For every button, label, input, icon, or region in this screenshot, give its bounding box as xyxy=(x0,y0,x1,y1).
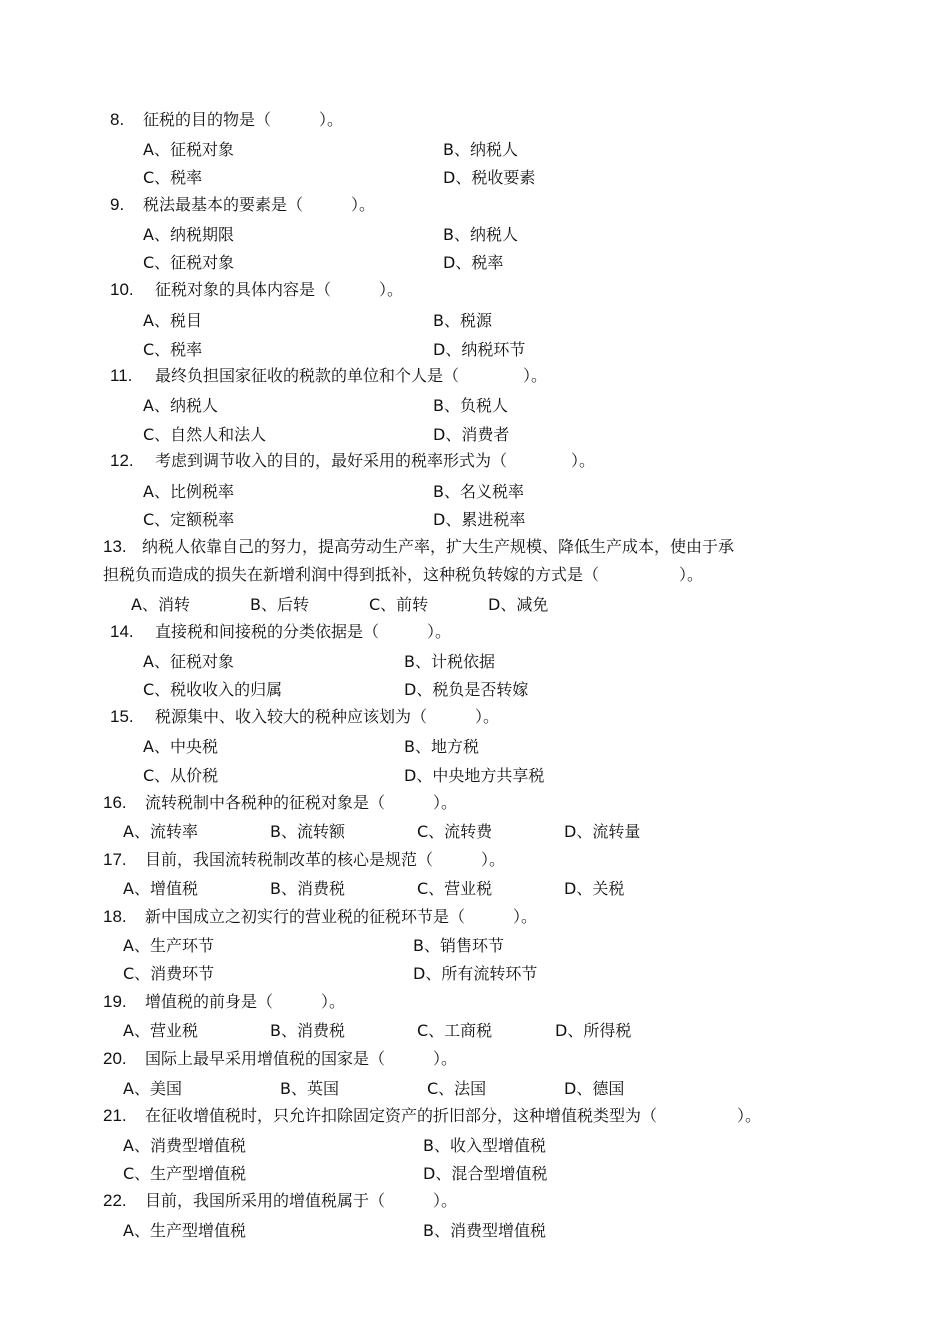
question-number: 21. xyxy=(103,1106,127,1125)
option-a: A、比例税率 xyxy=(143,482,234,501)
option-c: C、自然人和法人 xyxy=(143,425,267,444)
option-a: A、中央税 xyxy=(143,737,218,756)
question-stem: 纳税人依靠自己的努力，提高劳动生产率，扩大生产规模、降低生产成本，使由于承 xyxy=(142,537,735,556)
option-b: B、纳税人 xyxy=(443,140,518,159)
question-number: 15. xyxy=(110,707,134,726)
option-d: D、所得税 xyxy=(555,1021,632,1040)
option-c: C、消费环节 xyxy=(123,964,215,983)
option-b: B、税源 xyxy=(433,311,492,330)
option-a: A、生产型增值税 xyxy=(123,1221,246,1240)
question-stem: 征税的目的物是（ ）。 xyxy=(143,110,344,129)
option-c: C、税率 xyxy=(143,168,203,187)
option-b: B、地方税 xyxy=(404,737,479,756)
question-number: 10. xyxy=(110,280,134,299)
option-d: D、税收要素 xyxy=(443,168,536,187)
option-b: B、纳税人 xyxy=(443,225,518,244)
question-number: 12. xyxy=(110,451,134,470)
option-d: D、消费者 xyxy=(433,425,510,444)
option-d: D、税负是否转嫁 xyxy=(404,680,529,699)
question-number: 14. xyxy=(110,622,134,641)
option-c: C、流转费 xyxy=(417,822,493,841)
option-b: B、收入型增值税 xyxy=(423,1136,546,1155)
question-number: 17. xyxy=(103,850,127,869)
question-number: 20. xyxy=(103,1049,127,1068)
question-stem: 最终负担国家征收的税款的单位和个人是（ ）。 xyxy=(155,366,548,385)
question-number: 9. xyxy=(110,195,125,214)
option-a: A、征税对象 xyxy=(143,140,234,159)
option-d: D、税率 xyxy=(443,253,504,272)
option-d: D、减免 xyxy=(488,595,549,614)
option-d: D、纳税环节 xyxy=(433,340,526,359)
option-b: B、消费税 xyxy=(270,879,345,898)
option-a: A、消转 xyxy=(131,595,190,614)
option-d: D、混合型增值税 xyxy=(423,1164,548,1183)
option-c: C、从价税 xyxy=(143,766,219,785)
option-b: B、计税依据 xyxy=(404,652,495,671)
option-b: B、负税人 xyxy=(433,396,508,415)
question-number: 18. xyxy=(103,907,127,926)
option-a: A、纳税期限 xyxy=(143,225,234,244)
question-number: 8. xyxy=(110,110,125,129)
option-c: C、税率 xyxy=(143,340,203,359)
option-b: B、英国 xyxy=(280,1079,339,1098)
option-b: B、消费税 xyxy=(270,1021,345,1040)
option-b: B、名义税率 xyxy=(433,482,524,501)
option-d: D、累进税率 xyxy=(433,510,526,529)
question-number: 22. xyxy=(103,1191,127,1210)
option-c: C、前转 xyxy=(369,595,429,614)
question-stem: 流转税制中各税种的征税对象是（ ）。 xyxy=(145,793,458,812)
question-stem: 在征收增值税时，只允许扣除固定资产的折旧部分，这种增值税类型为（ ）。 xyxy=(145,1106,762,1125)
question-stem: 目前，我国所采用的增值税属于（ ）。 xyxy=(145,1191,458,1210)
option-d: D、所有流转环节 xyxy=(413,964,538,983)
question-stem: 税法最基本的要素是（ ）。 xyxy=(143,195,376,214)
option-a: A、征税对象 xyxy=(143,652,234,671)
question-stem: 目前，我国流转税制改革的核心是规范（ ）。 xyxy=(145,850,506,869)
option-a: A、生产环节 xyxy=(123,936,214,955)
question-stem: 考虑到调节收入的目的，最好采用的税率形式为（ ）。 xyxy=(155,451,596,470)
question-stem: 增值税的前身是（ ）。 xyxy=(145,992,346,1011)
option-a: A、流转率 xyxy=(123,822,198,841)
option-c: C、征税对象 xyxy=(143,253,235,272)
question-stem: 税源集中、收入较大的税种应该划为（ ）。 xyxy=(155,707,500,726)
option-d: D、中央地方共享税 xyxy=(404,766,545,785)
option-c: C、工商税 xyxy=(417,1021,493,1040)
option-c: C、生产型增值税 xyxy=(123,1164,247,1183)
option-d: D、流转量 xyxy=(564,822,641,841)
option-c: C、税收收入的归属 xyxy=(143,680,283,699)
question-stem: 征税对象的具体内容是（ ）。 xyxy=(155,280,404,299)
option-b: B、流转额 xyxy=(270,822,345,841)
question-stem: 国际上最早采用增值税的国家是（ ）。 xyxy=(145,1049,458,1068)
option-d: D、德国 xyxy=(564,1079,625,1098)
question-stem: 直接税和间接税的分类依据是（ ）。 xyxy=(155,622,452,641)
option-a: A、美国 xyxy=(123,1079,182,1098)
question-number: 16. xyxy=(103,793,127,812)
option-c: C、定额税率 xyxy=(143,510,235,529)
option-b: B、销售环节 xyxy=(413,936,504,955)
option-b: B、消费型增值税 xyxy=(423,1221,546,1240)
option-d: D、关税 xyxy=(564,879,625,898)
option-a: A、增值税 xyxy=(123,879,198,898)
option-a: A、纳税人 xyxy=(143,396,218,415)
option-c: C、营业税 xyxy=(417,879,493,898)
question-number: 13. xyxy=(103,537,127,556)
option-a: A、消费型增值税 xyxy=(123,1136,246,1155)
option-a: A、营业税 xyxy=(123,1021,198,1040)
option-a: A、税目 xyxy=(143,311,202,330)
question-number: 19. xyxy=(103,992,127,1011)
option-c: C、法国 xyxy=(427,1079,487,1098)
question-stem-continued: 担税负而造成的损失在新增利润中得到抵补，这种税负转嫁的方式是（ ）。 xyxy=(103,565,704,584)
question-number: 11. xyxy=(110,366,133,385)
question-stem: 新中国成立之初实行的营业税的征税环节是（ ）。 xyxy=(145,907,538,926)
option-b: B、后转 xyxy=(250,595,309,614)
